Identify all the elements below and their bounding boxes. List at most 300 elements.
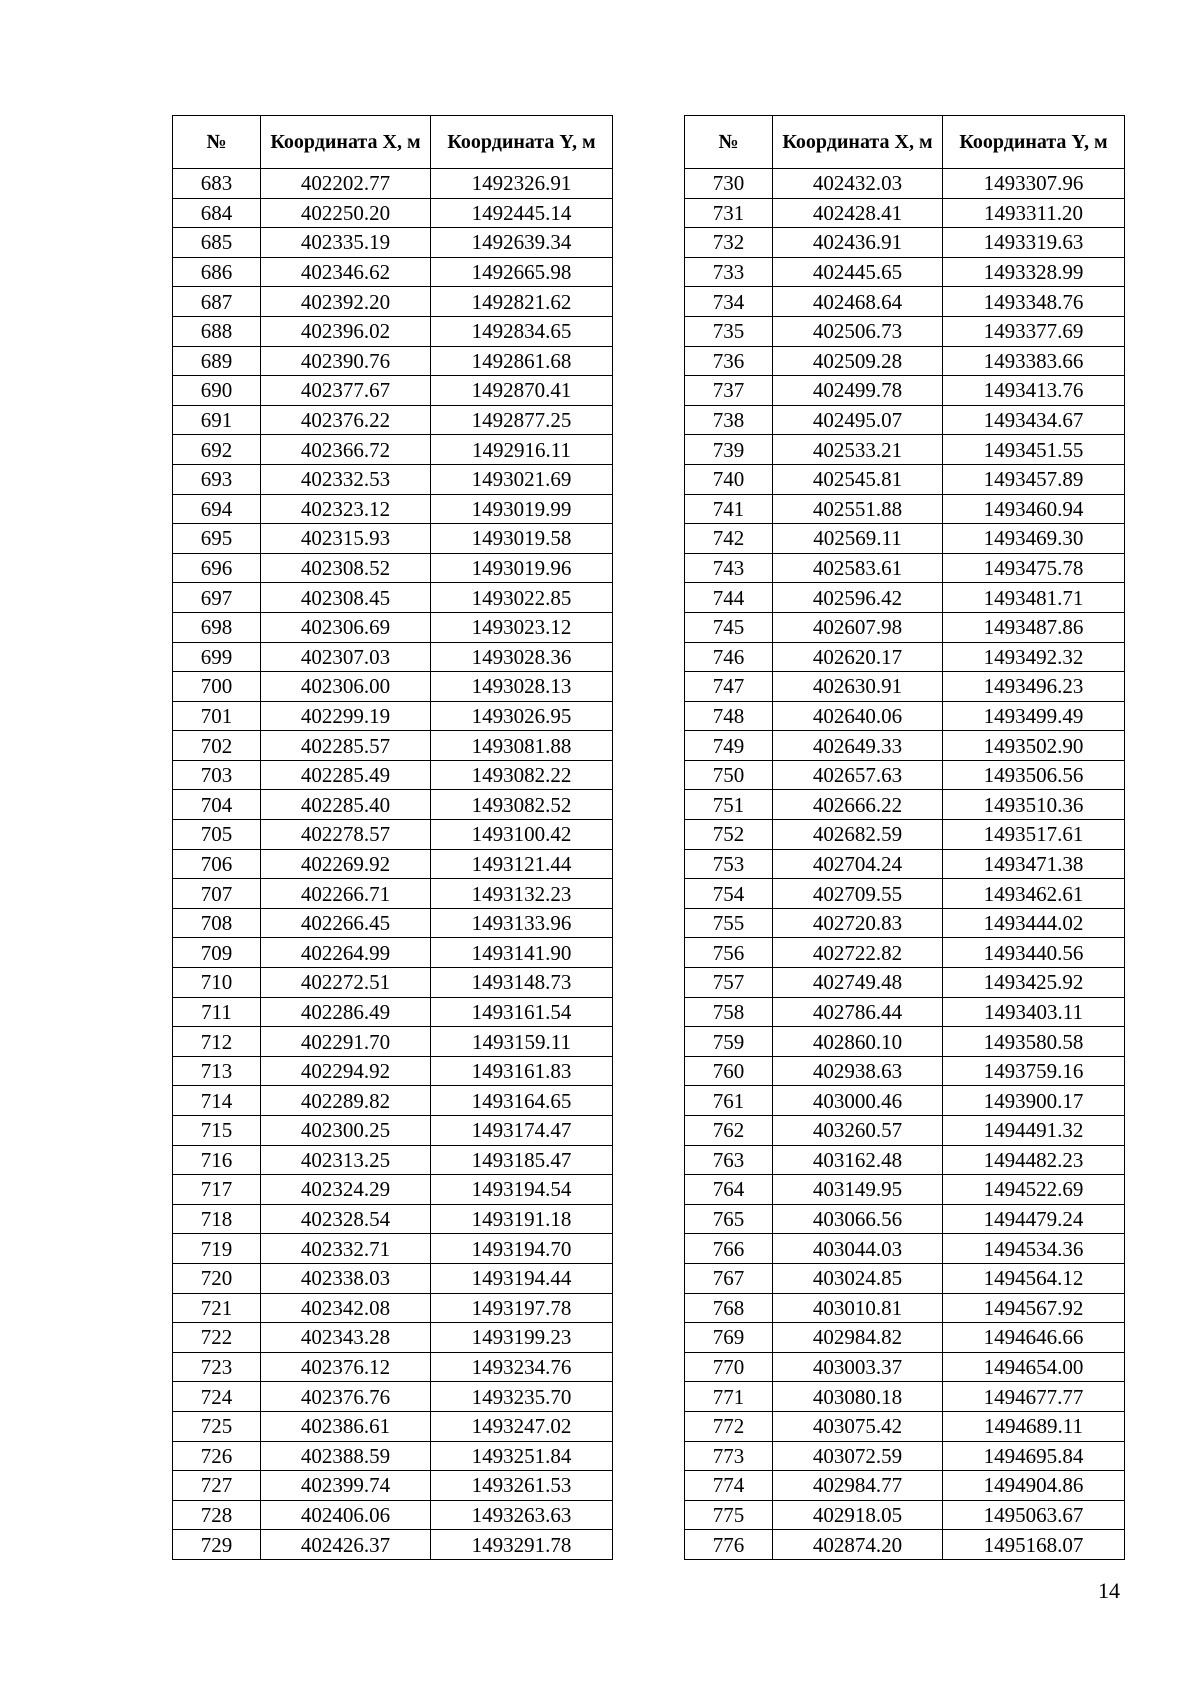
coordinate-x-cell: 402704.24 bbox=[773, 849, 943, 879]
coordinate-x-cell: 402299.19 bbox=[261, 701, 431, 731]
table-row bbox=[685, 1056, 1125, 1086]
coordinate-y-cell: 1493580.58 bbox=[943, 1027, 1125, 1057]
table-row bbox=[685, 1116, 1125, 1146]
point-number-cell: 722 bbox=[173, 1323, 261, 1353]
table-row bbox=[173, 524, 613, 554]
coordinate-x-cell: 402428.41 bbox=[773, 198, 943, 228]
coordinate-x-cell: 402306.00 bbox=[261, 672, 431, 702]
coordinate-x-cell: 402328.54 bbox=[261, 1204, 431, 1234]
coordinate-y-cell: 1493319.63 bbox=[943, 228, 1125, 258]
coordinate-x-cell: 402286.49 bbox=[261, 997, 431, 1027]
header-number: № bbox=[173, 116, 261, 169]
coordinate-x-cell: 402720.83 bbox=[773, 908, 943, 938]
table-row bbox=[173, 1145, 613, 1175]
point-number-cell: 757 bbox=[685, 968, 773, 998]
coordinate-x-cell: 403075.42 bbox=[773, 1411, 943, 1441]
point-number-cell: 767 bbox=[685, 1263, 773, 1293]
table-row bbox=[685, 1175, 1125, 1205]
coordinate-y-cell: 1492326.91 bbox=[431, 169, 613, 199]
coordinate-x-cell: 402874.20 bbox=[773, 1530, 943, 1560]
point-number-cell: 766 bbox=[685, 1234, 773, 1264]
coordinate-x-cell: 402938.63 bbox=[773, 1056, 943, 1086]
table-header-row bbox=[685, 116, 1125, 169]
point-number-cell: 763 bbox=[685, 1145, 773, 1175]
point-number-cell: 715 bbox=[173, 1116, 261, 1146]
table-row bbox=[685, 553, 1125, 583]
coordinate-x-cell: 402390.76 bbox=[261, 346, 431, 376]
coordinate-y-cell: 1493900.17 bbox=[943, 1086, 1125, 1116]
point-number-cell: 732 bbox=[685, 228, 773, 258]
point-number-cell: 752 bbox=[685, 820, 773, 850]
point-number-cell: 772 bbox=[685, 1411, 773, 1441]
coordinate-x-cell: 402545.81 bbox=[773, 464, 943, 494]
coordinate-x-cell: 402620.17 bbox=[773, 642, 943, 672]
coordinate-x-cell: 402709.55 bbox=[773, 879, 943, 909]
coordinate-x-cell: 402315.93 bbox=[261, 524, 431, 554]
coordinate-y-cell: 1494567.92 bbox=[943, 1293, 1125, 1323]
point-number-cell: 689 bbox=[173, 346, 261, 376]
coordinate-x-cell: 402285.57 bbox=[261, 731, 431, 761]
coordinate-y-cell: 1495168.07 bbox=[943, 1530, 1125, 1560]
table-row bbox=[685, 198, 1125, 228]
coordinate-x-cell: 403024.85 bbox=[773, 1263, 943, 1293]
table-row bbox=[173, 1204, 613, 1234]
point-number-cell: 685 bbox=[173, 228, 261, 258]
coordinate-x-cell: 403003.37 bbox=[773, 1352, 943, 1382]
point-number-cell: 693 bbox=[173, 464, 261, 494]
table-row bbox=[173, 997, 613, 1027]
page-number: 14 bbox=[1098, 1578, 1120, 1603]
point-number-cell: 773 bbox=[685, 1441, 773, 1471]
table-row bbox=[173, 1175, 613, 1205]
coordinate-y-cell: 1492665.98 bbox=[431, 257, 613, 287]
coordinate-y-cell: 1493185.47 bbox=[431, 1145, 613, 1175]
table-row bbox=[685, 1500, 1125, 1530]
point-number-cell: 712 bbox=[173, 1027, 261, 1057]
coordinate-x-cell: 402294.92 bbox=[261, 1056, 431, 1086]
coordinate-y-cell: 1493234.76 bbox=[431, 1352, 613, 1382]
coordinate-y-cell: 1493499.49 bbox=[943, 701, 1125, 731]
point-number-cell: 734 bbox=[685, 287, 773, 317]
coordinate-y-cell: 1492639.34 bbox=[431, 228, 613, 258]
point-number-cell: 701 bbox=[173, 701, 261, 731]
point-number-cell: 683 bbox=[173, 169, 261, 199]
table-row bbox=[173, 583, 613, 613]
table-row bbox=[173, 1471, 613, 1501]
table-row bbox=[173, 701, 613, 731]
point-number-cell: 695 bbox=[173, 524, 261, 554]
coordinate-x-cell: 402377.67 bbox=[261, 376, 431, 406]
table-row bbox=[173, 731, 613, 761]
coordinate-y-cell: 1493159.11 bbox=[431, 1027, 613, 1057]
table-row bbox=[173, 1411, 613, 1441]
coordinate-y-cell: 1493403.11 bbox=[943, 997, 1125, 1027]
point-number-cell: 697 bbox=[173, 583, 261, 613]
coordinate-x-cell: 402269.92 bbox=[261, 849, 431, 879]
coordinate-x-cell: 402569.11 bbox=[773, 524, 943, 554]
point-number-cell: 696 bbox=[173, 553, 261, 583]
coordinate-x-cell: 403072.59 bbox=[773, 1441, 943, 1471]
coordinate-y-cell: 1493132.23 bbox=[431, 879, 613, 909]
coordinate-x-cell: 402324.29 bbox=[261, 1175, 431, 1205]
point-number-cell: 718 bbox=[173, 1204, 261, 1234]
point-number-cell: 737 bbox=[685, 376, 773, 406]
table-row bbox=[685, 849, 1125, 879]
point-number-cell: 729 bbox=[173, 1530, 261, 1560]
point-number-cell: 730 bbox=[685, 169, 773, 199]
coordinate-x-cell: 402607.98 bbox=[773, 612, 943, 642]
coordinate-x-cell: 402250.20 bbox=[261, 198, 431, 228]
point-number-cell: 699 bbox=[173, 642, 261, 672]
header-coordinate-x: Координата X, м bbox=[261, 116, 431, 169]
coordinate-y-cell: 1492877.25 bbox=[431, 405, 613, 435]
coordinate-x-cell: 402335.19 bbox=[261, 228, 431, 258]
point-number-cell: 761 bbox=[685, 1086, 773, 1116]
table-row bbox=[685, 1204, 1125, 1234]
coordinate-x-cell: 402506.73 bbox=[773, 316, 943, 346]
coordinate-y-cell: 1493028.13 bbox=[431, 672, 613, 702]
table-row bbox=[173, 642, 613, 672]
coordinate-x-cell: 402860.10 bbox=[773, 1027, 943, 1057]
coordinate-x-cell: 402338.03 bbox=[261, 1263, 431, 1293]
coordinate-x-cell: 402666.22 bbox=[773, 790, 943, 820]
coordinate-y-cell: 1493328.99 bbox=[943, 257, 1125, 287]
coordinate-y-cell: 1493413.76 bbox=[943, 376, 1125, 406]
table-row bbox=[173, 1116, 613, 1146]
point-number-cell: 719 bbox=[173, 1234, 261, 1264]
coordinate-y-cell: 1493469.30 bbox=[943, 524, 1125, 554]
table-row bbox=[685, 464, 1125, 494]
coordinate-x-cell: 402583.61 bbox=[773, 553, 943, 583]
table-row bbox=[173, 938, 613, 968]
coordinate-x-cell: 402426.37 bbox=[261, 1530, 431, 1560]
point-number-cell: 684 bbox=[173, 198, 261, 228]
point-number-cell: 748 bbox=[685, 701, 773, 731]
table-row bbox=[173, 790, 613, 820]
table-row bbox=[173, 169, 613, 199]
coordinate-x-cell: 402289.82 bbox=[261, 1086, 431, 1116]
header-coordinate-x: Координата X, м bbox=[773, 116, 943, 169]
table-row bbox=[173, 1382, 613, 1412]
coordinate-x-cell: 402786.44 bbox=[773, 997, 943, 1027]
coordinate-x-cell: 403010.81 bbox=[773, 1293, 943, 1323]
point-number-cell: 720 bbox=[173, 1263, 261, 1293]
coordinate-y-cell: 1493481.71 bbox=[943, 583, 1125, 613]
coordinate-y-cell: 1493457.89 bbox=[943, 464, 1125, 494]
point-number-cell: 740 bbox=[685, 464, 773, 494]
table-row bbox=[173, 464, 613, 494]
table-row bbox=[173, 1027, 613, 1057]
coordinate-x-cell: 402343.28 bbox=[261, 1323, 431, 1353]
coordinate-x-cell: 403044.03 bbox=[773, 1234, 943, 1264]
coordinate-y-cell: 1493471.38 bbox=[943, 849, 1125, 879]
coordinate-x-cell: 402278.57 bbox=[261, 820, 431, 850]
table-row bbox=[685, 228, 1125, 258]
point-number-cell: 687 bbox=[173, 287, 261, 317]
coordinate-x-cell: 402291.70 bbox=[261, 1027, 431, 1057]
table-row bbox=[173, 879, 613, 909]
coordinate-x-cell: 402392.20 bbox=[261, 287, 431, 317]
coordinate-y-cell: 1493475.78 bbox=[943, 553, 1125, 583]
table-row bbox=[173, 553, 613, 583]
coordinate-y-cell: 1493251.84 bbox=[431, 1441, 613, 1471]
point-number-cell: 726 bbox=[173, 1441, 261, 1471]
coordinate-x-cell: 402264.99 bbox=[261, 938, 431, 968]
table-row bbox=[173, 908, 613, 938]
coordinate-y-cell: 1494534.36 bbox=[943, 1234, 1125, 1264]
coordinate-y-cell: 1493492.32 bbox=[943, 642, 1125, 672]
coordinate-y-cell: 1493161.83 bbox=[431, 1056, 613, 1086]
table-row bbox=[173, 198, 613, 228]
table-row bbox=[173, 1323, 613, 1353]
point-number-cell: 700 bbox=[173, 672, 261, 702]
coordinate-y-cell: 1493263.63 bbox=[431, 1500, 613, 1530]
table-row bbox=[173, 494, 613, 524]
coordinate-y-cell: 1493348.76 bbox=[943, 287, 1125, 317]
table-row bbox=[685, 938, 1125, 968]
coordinate-x-cell: 402657.63 bbox=[773, 760, 943, 790]
point-number-cell: 758 bbox=[685, 997, 773, 1027]
coordinate-x-cell: 403080.18 bbox=[773, 1382, 943, 1412]
coordinate-y-cell: 1493440.56 bbox=[943, 938, 1125, 968]
coordinate-x-cell: 402630.91 bbox=[773, 672, 943, 702]
table-row bbox=[685, 1086, 1125, 1116]
point-number-cell: 727 bbox=[173, 1471, 261, 1501]
table-row bbox=[173, 316, 613, 346]
table-row bbox=[173, 1086, 613, 1116]
table-header-row bbox=[173, 116, 613, 169]
point-number-cell: 714 bbox=[173, 1086, 261, 1116]
table-row bbox=[685, 672, 1125, 702]
header-number: № bbox=[685, 116, 773, 169]
point-number-cell: 702 bbox=[173, 731, 261, 761]
coordinate-x-cell: 402376.22 bbox=[261, 405, 431, 435]
coordinate-y-cell: 1494491.32 bbox=[943, 1116, 1125, 1146]
coordinate-y-cell: 1493462.61 bbox=[943, 879, 1125, 909]
coordinate-y-cell: 1495063.67 bbox=[943, 1500, 1125, 1530]
table-row bbox=[685, 1027, 1125, 1057]
point-number-cell: 769 bbox=[685, 1323, 773, 1353]
point-number-cell: 765 bbox=[685, 1204, 773, 1234]
coordinate-x-cell: 402468.64 bbox=[773, 287, 943, 317]
coordinate-x-cell: 402722.82 bbox=[773, 938, 943, 968]
coordinate-x-cell: 402984.82 bbox=[773, 1323, 943, 1353]
point-number-cell: 755 bbox=[685, 908, 773, 938]
point-number-cell: 686 bbox=[173, 257, 261, 287]
coordinate-y-cell: 1493019.96 bbox=[431, 553, 613, 583]
coordinate-x-cell: 402346.62 bbox=[261, 257, 431, 287]
coordinate-y-cell: 1493506.56 bbox=[943, 760, 1125, 790]
coordinate-y-cell: 1494677.77 bbox=[943, 1382, 1125, 1412]
table-row bbox=[685, 968, 1125, 998]
coordinate-y-cell: 1493425.92 bbox=[943, 968, 1125, 998]
point-number-cell: 768 bbox=[685, 1293, 773, 1323]
table-row bbox=[173, 1352, 613, 1382]
table-row bbox=[685, 908, 1125, 938]
point-number-cell: 705 bbox=[173, 820, 261, 850]
coordinate-y-cell: 1493174.47 bbox=[431, 1116, 613, 1146]
table-row bbox=[173, 820, 613, 850]
coordinate-x-cell: 402596.42 bbox=[773, 583, 943, 613]
coordinate-y-cell: 1494479.24 bbox=[943, 1204, 1125, 1234]
table-row bbox=[173, 1234, 613, 1264]
coordinate-y-cell: 1493082.52 bbox=[431, 790, 613, 820]
coordinate-x-cell: 402376.76 bbox=[261, 1382, 431, 1412]
point-number-cell: 706 bbox=[173, 849, 261, 879]
coordinate-x-cell: 402266.45 bbox=[261, 908, 431, 938]
coordinate-y-cell: 1493199.23 bbox=[431, 1323, 613, 1353]
coordinate-y-cell: 1493517.61 bbox=[943, 820, 1125, 850]
table-row bbox=[173, 1293, 613, 1323]
coordinate-y-cell: 1493434.67 bbox=[943, 405, 1125, 435]
point-number-cell: 710 bbox=[173, 968, 261, 998]
header-coordinate-y: Координата Y, м bbox=[431, 116, 613, 169]
point-number-cell: 704 bbox=[173, 790, 261, 820]
point-number-cell: 709 bbox=[173, 938, 261, 968]
coordinate-x-cell: 403000.46 bbox=[773, 1086, 943, 1116]
table-row bbox=[685, 316, 1125, 346]
point-number-cell: 735 bbox=[685, 316, 773, 346]
coordinate-x-cell: 402342.08 bbox=[261, 1293, 431, 1323]
coordinate-y-cell: 1493019.58 bbox=[431, 524, 613, 554]
coordinate-x-cell: 402432.03 bbox=[773, 169, 943, 199]
point-number-cell: 733 bbox=[685, 257, 773, 287]
coordinate-x-cell: 402376.12 bbox=[261, 1352, 431, 1382]
table-row bbox=[685, 583, 1125, 613]
coordinate-y-cell: 1493291.78 bbox=[431, 1530, 613, 1560]
point-number-cell: 724 bbox=[173, 1382, 261, 1412]
coordinate-y-cell: 1493451.55 bbox=[943, 435, 1125, 465]
coordinate-x-cell: 402272.51 bbox=[261, 968, 431, 998]
coordinate-x-cell: 402396.02 bbox=[261, 316, 431, 346]
coordinate-x-cell: 403162.48 bbox=[773, 1145, 943, 1175]
point-number-cell: 741 bbox=[685, 494, 773, 524]
point-number-cell: 707 bbox=[173, 879, 261, 909]
coordinate-y-cell: 1493487.86 bbox=[943, 612, 1125, 642]
coordinate-y-cell: 1493164.65 bbox=[431, 1086, 613, 1116]
coordinate-y-cell: 1494522.69 bbox=[943, 1175, 1125, 1205]
coordinate-x-cell: 402436.91 bbox=[773, 228, 943, 258]
coordinate-x-cell: 402445.65 bbox=[773, 257, 943, 287]
coordinate-x-cell: 402682.59 bbox=[773, 820, 943, 850]
coordinate-x-cell: 402285.40 bbox=[261, 790, 431, 820]
table-row bbox=[685, 169, 1125, 199]
point-number-cell: 742 bbox=[685, 524, 773, 554]
table-row bbox=[173, 1056, 613, 1086]
table-row bbox=[173, 1263, 613, 1293]
point-number-cell: 692 bbox=[173, 435, 261, 465]
coordinate-y-cell: 1493019.99 bbox=[431, 494, 613, 524]
table-row bbox=[685, 820, 1125, 850]
point-number-cell: 691 bbox=[173, 405, 261, 435]
table-row bbox=[685, 642, 1125, 672]
table-row bbox=[685, 1441, 1125, 1471]
table-row bbox=[173, 346, 613, 376]
table-row bbox=[685, 1323, 1125, 1353]
coordinate-y-cell: 1493510.36 bbox=[943, 790, 1125, 820]
point-number-cell: 721 bbox=[173, 1293, 261, 1323]
coordinate-y-cell: 1493311.20 bbox=[943, 198, 1125, 228]
point-number-cell: 698 bbox=[173, 612, 261, 642]
coordinate-x-cell: 402313.25 bbox=[261, 1145, 431, 1175]
point-number-cell: 716 bbox=[173, 1145, 261, 1175]
header-coordinate-y: Координата Y, м bbox=[943, 116, 1125, 169]
coordinate-y-cell: 1492821.62 bbox=[431, 287, 613, 317]
point-number-cell: 694 bbox=[173, 494, 261, 524]
table-row bbox=[685, 346, 1125, 376]
table-row bbox=[173, 672, 613, 702]
coordinate-x-cell: 402332.71 bbox=[261, 1234, 431, 1264]
table-row bbox=[173, 376, 613, 406]
table-row bbox=[173, 760, 613, 790]
coordinate-y-cell: 1493133.96 bbox=[431, 908, 613, 938]
coordinate-x-cell: 402307.03 bbox=[261, 642, 431, 672]
coordinate-y-cell: 1493197.78 bbox=[431, 1293, 613, 1323]
point-number-cell: 753 bbox=[685, 849, 773, 879]
point-number-cell: 762 bbox=[685, 1116, 773, 1146]
coordinate-x-cell: 402495.07 bbox=[773, 405, 943, 435]
coordinate-y-cell: 1494654.00 bbox=[943, 1352, 1125, 1382]
point-number-cell: 764 bbox=[685, 1175, 773, 1205]
coordinate-x-cell: 402649.33 bbox=[773, 731, 943, 761]
coordinate-y-cell: 1493028.36 bbox=[431, 642, 613, 672]
point-number-cell: 690 bbox=[173, 376, 261, 406]
table-row bbox=[173, 1530, 613, 1560]
table-row bbox=[173, 435, 613, 465]
point-number-cell: 771 bbox=[685, 1382, 773, 1412]
coordinate-x-cell: 402399.74 bbox=[261, 1471, 431, 1501]
table-row bbox=[685, 1471, 1125, 1501]
coordinate-y-cell: 1493502.90 bbox=[943, 731, 1125, 761]
table-row bbox=[685, 435, 1125, 465]
coordinate-y-cell: 1493261.53 bbox=[431, 1471, 613, 1501]
point-number-cell: 750 bbox=[685, 760, 773, 790]
coordinate-y-cell: 1492834.65 bbox=[431, 316, 613, 346]
table-row bbox=[685, 257, 1125, 287]
table-row bbox=[685, 731, 1125, 761]
coordinate-x-cell: 402984.77 bbox=[773, 1471, 943, 1501]
coordinate-y-cell: 1494904.86 bbox=[943, 1471, 1125, 1501]
point-number-cell: 723 bbox=[173, 1352, 261, 1382]
coordinate-y-cell: 1493307.96 bbox=[943, 169, 1125, 199]
point-number-cell: 747 bbox=[685, 672, 773, 702]
coordinate-y-cell: 1493496.23 bbox=[943, 672, 1125, 702]
coordinate-y-cell: 1493444.02 bbox=[943, 908, 1125, 938]
table-row bbox=[685, 1234, 1125, 1264]
table-row bbox=[685, 1263, 1125, 1293]
coordinate-x-cell: 402285.49 bbox=[261, 760, 431, 790]
coordinate-x-cell: 402202.77 bbox=[261, 169, 431, 199]
coordinate-y-cell: 1493082.22 bbox=[431, 760, 613, 790]
coordinate-y-cell: 1493194.54 bbox=[431, 1175, 613, 1205]
point-number-cell: 688 bbox=[173, 316, 261, 346]
coordinate-x-cell: 403149.95 bbox=[773, 1175, 943, 1205]
table-row bbox=[685, 524, 1125, 554]
coordinate-x-cell: 402551.88 bbox=[773, 494, 943, 524]
coordinate-y-cell: 1493161.54 bbox=[431, 997, 613, 1027]
coordinate-y-cell: 1493194.70 bbox=[431, 1234, 613, 1264]
table-row bbox=[685, 1352, 1125, 1382]
table-row bbox=[685, 1530, 1125, 1560]
coordinate-x-cell: 402306.69 bbox=[261, 612, 431, 642]
coordinate-x-cell: 402533.21 bbox=[773, 435, 943, 465]
coordinate-x-cell: 402266.71 bbox=[261, 879, 431, 909]
table-row bbox=[685, 612, 1125, 642]
coordinate-x-cell: 402323.12 bbox=[261, 494, 431, 524]
table-row bbox=[685, 287, 1125, 317]
point-number-cell: 743 bbox=[685, 553, 773, 583]
coordinate-y-cell: 1493021.69 bbox=[431, 464, 613, 494]
